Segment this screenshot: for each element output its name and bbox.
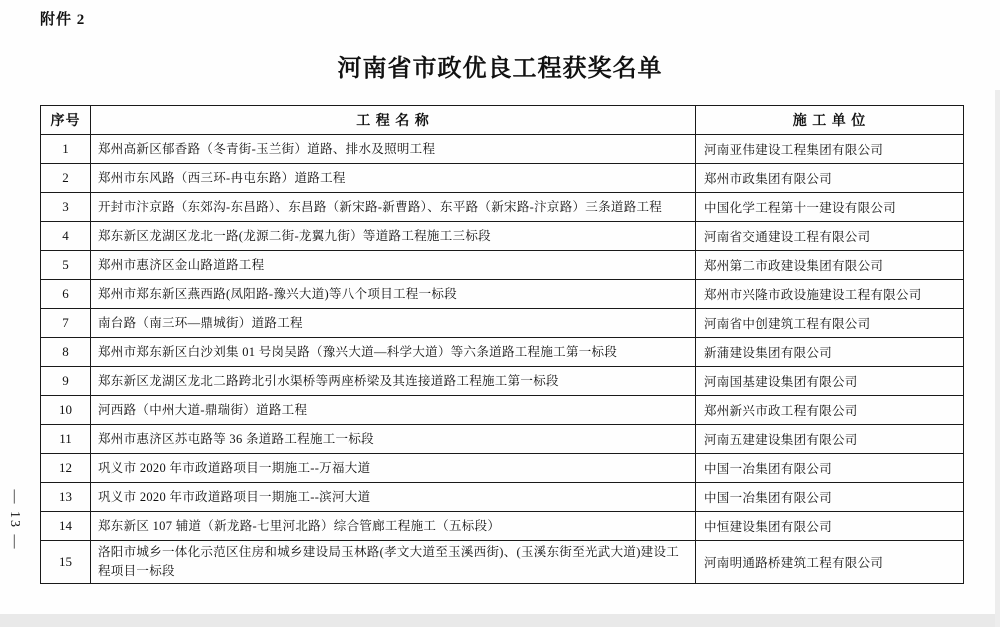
project-name-cell: 郑州市郑东新区燕西路(凤阳路-豫兴大道)等八个项目工程一标段 [91, 280, 696, 309]
row-number-cell: 9 [41, 367, 91, 396]
table-row [41, 338, 964, 367]
row-number-cell: 6 [41, 280, 91, 309]
page-title: 河南省市政优良工程获奖名单 [337, 56, 663, 82]
row-number-cell: 10 [41, 396, 91, 425]
page-number: — 13 — [7, 489, 22, 551]
table-row [41, 512, 964, 541]
company-cell: 中国一冶集团有限公司 [696, 454, 964, 483]
company-cell: 河南五建建设集团有限公司 [696, 425, 964, 454]
attachment-label: 附件 2 [40, 12, 86, 28]
company-cell: 郑州市兴隆市政设施建设工程有限公司 [696, 280, 964, 309]
row-number-cell: 12 [41, 454, 91, 483]
company-cell: 河南省中创建筑工程有限公司 [696, 309, 964, 338]
project-name-cell: 郑州高新区郁香路（冬青街-玉兰街）道路、排水及照明工程 [91, 135, 696, 164]
company-cell: 郑州第二市政建设集团有限公司 [696, 251, 964, 280]
table-row [41, 251, 964, 280]
table-row [41, 280, 964, 309]
project-name-cell: 郑州市惠济区苏屯路等 36 条道路工程施工一标段 [91, 425, 696, 454]
table-row [41, 222, 964, 251]
company-cell: 郑州新兴市政工程有限公司 [696, 396, 964, 425]
row-number-cell: 2 [41, 164, 91, 193]
project-name-cell: 巩义市 2020 年市政道路项目一期施工--滨河大道 [91, 483, 696, 512]
table-row [41, 425, 964, 454]
project-name-cell: 河西路（中州大道-鼎瑞街）道路工程 [91, 396, 696, 425]
row-number-cell: 14 [41, 512, 91, 541]
table-row [41, 164, 964, 193]
company-cell: 河南亚伟建设工程集团有限公司 [696, 135, 964, 164]
header-construction-unit: 施 工 单 位 [696, 106, 964, 135]
row-number-cell: 5 [41, 251, 91, 280]
project-name-cell: 郑东新区 107 辅道（新龙路-七里河北路）综合管廊工程施工（五标段） [91, 512, 696, 541]
award-table [40, 105, 964, 584]
company-cell: 河南国基建设集团有限公司 [696, 367, 964, 396]
row-number-cell: 7 [41, 309, 91, 338]
company-cell: 郑州市政集团有限公司 [696, 164, 964, 193]
table-row [41, 309, 964, 338]
project-name-cell: 郑州市东风路（西三环-冉屯东路）道路工程 [91, 164, 696, 193]
table-header-row [41, 106, 964, 135]
table-row [41, 541, 964, 584]
row-number-cell: 13 [41, 483, 91, 512]
company-cell: 中国化学工程第十一建设有限公司 [696, 193, 964, 222]
project-name-cell: 郑州市郑东新区白沙刘集 01 号岗吴路（豫兴大道—科学大道）等六条道路工程施工第一标段 [91, 338, 696, 367]
row-number-cell: 1 [41, 135, 91, 164]
row-number-cell: 3 [41, 193, 91, 222]
row-number-cell: 15 [41, 541, 91, 584]
project-name-cell: 洛阳市城乡一体化示范区住房和城乡建设局玉林路(孝文大道至玉溪西街)、(玉溪东街至光武大道)建设工程项目一标段 [91, 541, 696, 584]
row-number-cell: 8 [41, 338, 91, 367]
scan-edge-bottom [0, 614, 1000, 627]
company-cell: 中恒建设集团有限公司 [696, 512, 964, 541]
company-cell: 中国一冶集团有限公司 [696, 483, 964, 512]
header-serial-number: 序号 [41, 106, 91, 135]
table-row [41, 396, 964, 425]
project-name-cell: 郑东新区龙湖区龙北一路(龙源二街-龙翼九街）等道路工程施工三标段 [91, 222, 696, 251]
header-project-name: 工 程 名 称 [91, 106, 696, 135]
scan-edge-right [995, 90, 1000, 627]
table-row [41, 483, 964, 512]
project-name-cell: 南台路（南三环—鼎城街）道路工程 [91, 309, 696, 338]
project-name-cell: 郑东新区龙湖区龙北二路跨北引水渠桥等两座桥梁及其连接道路工程施工第一标段 [91, 367, 696, 396]
row-number-cell: 4 [41, 222, 91, 251]
company-cell: 新蒲建设集团有限公司 [696, 338, 964, 367]
company-cell: 河南省交通建设工程有限公司 [696, 222, 964, 251]
table-row [41, 454, 964, 483]
project-name-cell: 郑州市惠济区金山路道路工程 [91, 251, 696, 280]
project-name-cell: 巩义市 2020 年市政道路项目一期施工--万福大道 [91, 454, 696, 483]
row-number-cell: 11 [41, 425, 91, 454]
table-row [41, 135, 964, 164]
table-row [41, 193, 964, 222]
table-row [41, 367, 964, 396]
company-cell: 河南明通路桥建筑工程有限公司 [696, 541, 964, 584]
project-name-cell: 开封市汴京路（东郊沟-东昌路）、东昌路（新宋路-新曹路）、东平路（新宋路-汴京路）三条道路工程 [91, 193, 696, 222]
